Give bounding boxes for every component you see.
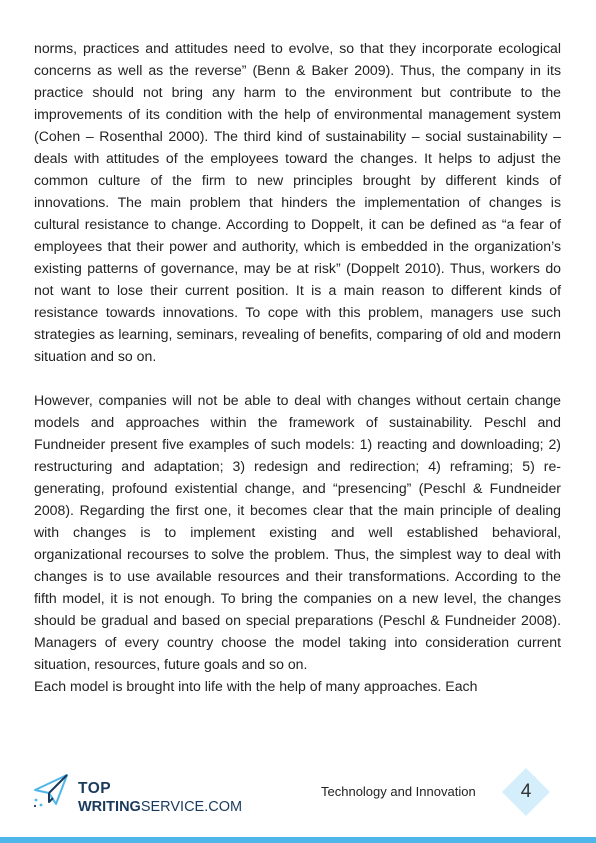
paragraph-2: However, companies will not be able to deal with changes without certain change models and approaches within the framework of sustainability. Peschl and Fundneider present five examples of such models: 1) reacting and downloading; 2) restructuring and adaptation; 3) redesign and redirection; 4) reframing; 5) re-generating, profound existential change, and “presencing” (Peschl & Fundneider 2008). Regarding the first one, it becomes clear that the main principle of dealing with changes is to implement existing and well established behavioral, organizational recourses to solve the problem. Thus, the simplest way to deal with changes is to use available resources and their transformations. According to the fifth model, it is not enough. To bring the companies on a new level, the changes should be gradual and based on special preparations (Peschl & Fundneider 2008). Managers of every country choose the model taking into consideration current situation, resources, future goals and so on. bbox=[34, 392, 561, 672]
page-footer bbox=[0, 762, 596, 843]
logo-text-top: TOP bbox=[78, 780, 112, 797]
paragraph-1: norms, practices and attitudes need to evolve, so that they incorporate ecological concerns as well as the reverse” (Benn & Baker 2009). Thus, the company in its practice should not bring any harm to the environment but contribute to the improvements of its condition with the help of environmental management system (Cohen – Rosenthal 2000). The third kind of sustainability – social sustainability – deals with attitudes of the employees toward the changes. It helps to adjust the common culture of the firm to new principles brought by different kinds of innovations. The main problem that hinders the implementation of changes is cultural resistance to change. According to Doppelt, it can be defined as “a fear of employees that their power and authority, which is embedded in the organization’s existing patterns of governance, may be at risk” (Doppelt 2010). Thus, workers do not want to lose their current position. It is a main reason to different kinds of resistance towards innovations. To cope with this problem, managers use such strategies as learning, seminars, revealing of benefits, comparing of old and modern situation and so on. bbox=[34, 40, 561, 364]
paragraph-spacer bbox=[34, 367, 561, 389]
document-body bbox=[34, 37, 561, 697]
logo-text-line bbox=[78, 799, 242, 815]
logo-text-writing: WRITING bbox=[78, 799, 141, 815]
paper-plane-icon bbox=[32, 770, 70, 810]
page-number: 4 bbox=[520, 781, 532, 802]
paragraph-3: Each model is brought into life with the help of many approaches. Each bbox=[34, 678, 478, 694]
logo-text-service: SERVICE.COM bbox=[140, 799, 243, 815]
brand-logo[interactable] bbox=[32, 770, 262, 814]
footer-accent-bar bbox=[0, 837, 596, 843]
section-title: Technology and Innovation bbox=[321, 784, 476, 799]
